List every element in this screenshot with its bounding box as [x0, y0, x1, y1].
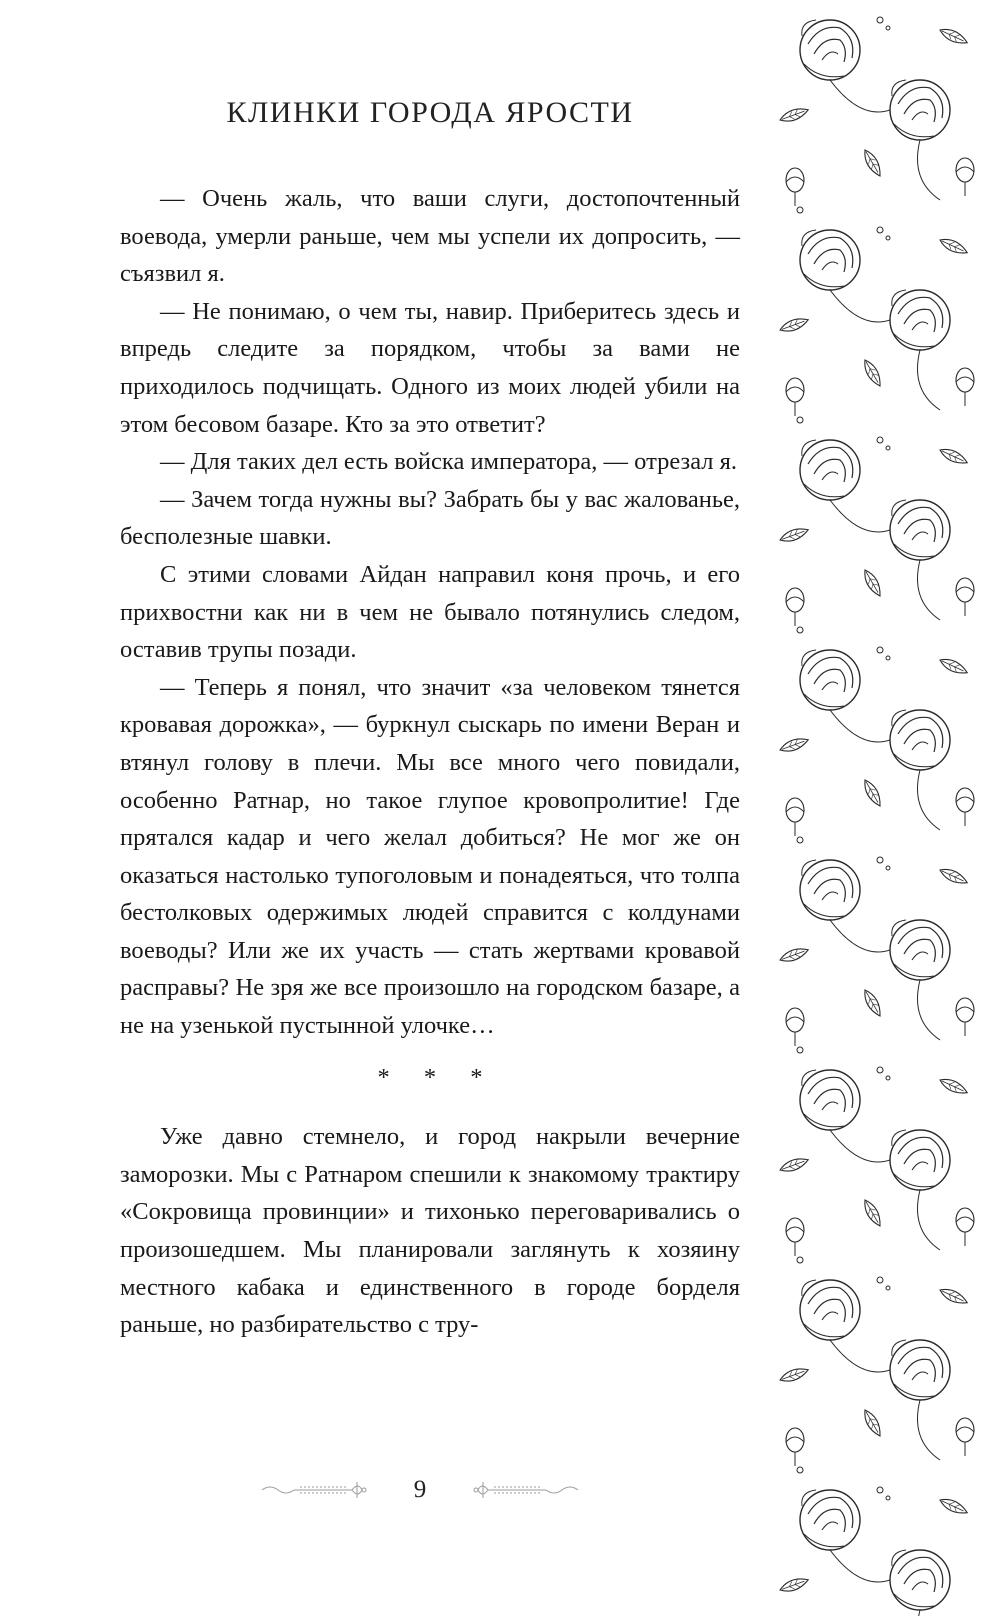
paragraph: — Теперь я понял, что значит «за человеком тянется кровавая дорожка», — буркнул сыскарь по имени Веран и втянул голову в плечи. Мы все много чего повидали, особенно Ратнар, но такое глупое кровопролитие! Где прятался кадар и чего желал добиться? Не мог же он оказаться настолько тупоголовым и понадеяться, что толпа бестолковых одержимых людей справится с колдунами воеводы? Или же их участь — стать жертвами кровавой расправы? Не зря же все произошло на городском базаре, а не на узенькой пустынной улочке… [120, 673, 740, 1040]
floral-peony-border-icon [770, 0, 1000, 1616]
running-title: КЛИНКИ ГОРОДА ЯРОСТИ [226, 96, 634, 129]
paragraph: — Очень жаль, что ваши слуги, достопочтенный воевода, умерли раньше, чем мы успели их допросить, — съязвил я. [120, 185, 740, 288]
paragraph: Уже давно стемнело, и город накрыли вечерние заморозки. Мы с Ратнаром спешили к знакомому трактиру «Сокровища провинции» и тихонько переговаривались о произошедшем. Мы планировали заглянуть к хозяину местного кабака и единственного в городе борделя раньше, но разбирательство с тру- [120, 1123, 740, 1339]
flourish-icon [470, 1478, 580, 1502]
flourish-icon [260, 1478, 370, 1502]
paragraph: — Для таких дел есть войска императора, — отрезал я. [160, 448, 738, 476]
page-number: 9 [413, 1476, 427, 1503]
scene-break: * * * [377, 1063, 497, 1091]
paragraph: — Зачем тогда нужны вы? Забрать бы у вас жалованье, бесполезные шавки. [120, 485, 740, 551]
paragraph: С этими словами Айдан направил коня прочь, и его прихвостни как ни в чем не бывало потянулись следом, оставив трупы позади. [120, 560, 740, 664]
paragraph: — Не понимаю, о чем ты, навир. Приберитесь здесь и впредь следите за порядком, чтобы за вами не приходилось подчищать. Одного из моих людей убили на этом бесовом базаре. Кто за это ответит? [120, 297, 740, 438]
body-text [120, 180, 740, 1344]
page-footer [260, 1470, 580, 1510]
